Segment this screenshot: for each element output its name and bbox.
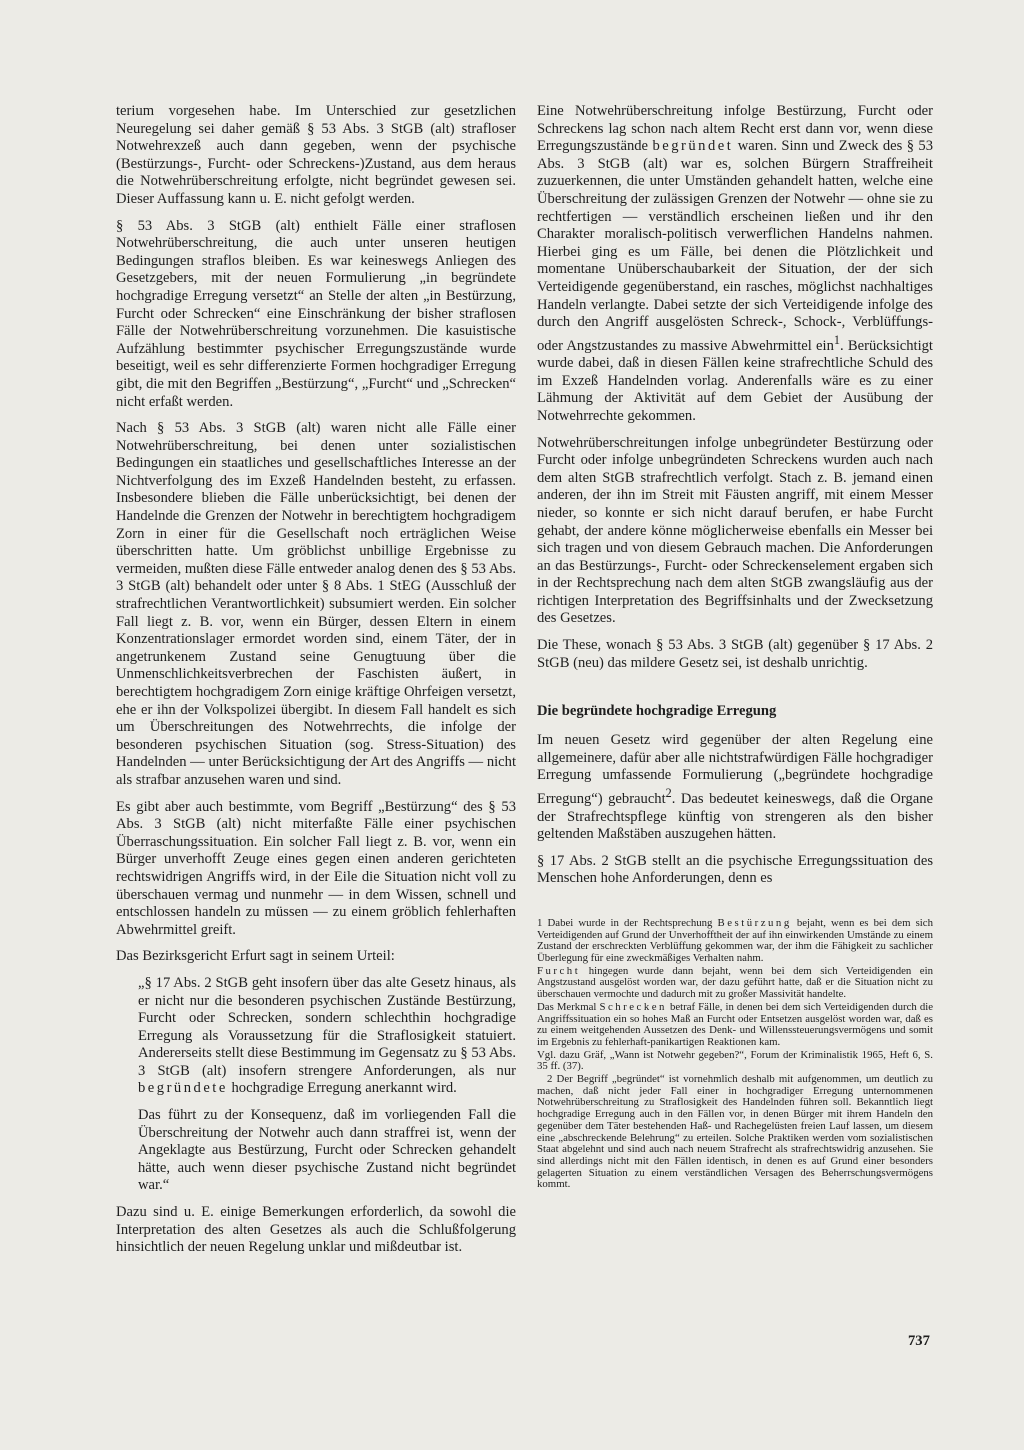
footnote-1-furcht: Furcht hingegen wurde dann bejaht, wenn bei dem sich Verteidigenden ein Angstzustand ausgelöst worden war, der dazu geführt hatte, daß er die Situation nicht zu überschauen vermochte und dadurch mit zu großer Massivität handelte. bbox=[537, 964, 933, 1001]
spaced-emphasis: begründet bbox=[652, 138, 734, 155]
footnote-2: 2 Der Begriff „begründet“ ist vornehmlich deshalb mit aufgenommen, um deutlich zu machen, daß nicht jeder Fall einer in hochgradiger Erregung unternommenen Notwehrüberschreitung zu Straflosigkeit des Handelnden führen soll. Bekanntlich liegt hochgradige Erregung auch in den Fällen vor, in denen Bürger mit ihrem Handeln den gegenüber dem Täter bestehenden Haß- und Rachegelüsten freien Lauf lassen, um diesem eine „abschreckende Belehrung“ zu erteilen. Solche Praktiken werden vom sozialistischen Staat abgelehnt und sind auch nach neuem Strafrecht als strafrechtswidrig anzusehen. Sie sind allerdings nicht mit den Fällen identisch, in denen es auf Grund einer besonders gelagerten Situation zu einem verständlichen Versagen des Beherrschungsvermögens kommt. bbox=[537, 1073, 933, 1191]
right-column bbox=[537, 103, 933, 1192]
paragraph: § 17 Abs. 2 StGB stellt an die psychische Erregungssituation des Menschen hohe Anforderungen, denn es bbox=[537, 852, 933, 887]
footnote-ref: 1 bbox=[833, 332, 840, 347]
footnotes bbox=[537, 918, 933, 1191]
paragraph: § 53 Abs. 3 StGB (alt) enthielt Fälle einer straflosen Notwehrüberschreitung, die auch unter unseren heutigen Bedingungen straflos bleiben. Es war keineswegs Anliegen des Gesetzgebers, mit der neuen Formulierung „in begründete hochgradige Erregung versetzt“ an Stelle der alten „in Bestürzung, Furcht oder Schrecken“ eine Einschränkung der bisher straflosen Fälle der Notwehrüberschreitung vorzunehmen. Die kasuistische Aufzählung bestimmter psychischer Erregungszustände wurde beseitigt, weil es sehr differenzierte Formen hochgradiger Erregung gibt, die mit den Begriffen „Bestürzung“, „Furcht“ und „Schrecken“ nicht erfaßt werden. bbox=[116, 217, 516, 410]
footnote-ref: 2 bbox=[665, 786, 672, 801]
paragraph: Es gibt aber auch bestimmte, vom Begriff „Bestürzung“ des § 53 Abs. 3 StGB (alt) nicht miterfaßte Fälle einer psychischen Überraschungssituation. Ein solcher Fall liegt z. B. vor, wenn ein Bürger unverhofft Zeuge eines gegen einen anderen gerichteten rechtswidrigen Angriffs wird, in der Eile die Situation nicht voll zu überschauen vermag und nunmehr — in dem Wissen, schnell und entschlossen handeln zu müssen — zu einem gröblich fehlerhaften Abwehrmittel greift. bbox=[116, 798, 516, 938]
court-quote: Das führt zu der Konsequenz, daß im vorliegenden Fall die Überschreitung der Notwehr auch dann straffrei ist, wenn der Angeklagte aus Bestürzung, Furcht oder Schrecken gehandelt hätte, auch wenn dieser psychische Zustand nicht begründet war.“ bbox=[138, 1107, 516, 1194]
court-quote: „§ 17 Abs. 2 StGB geht insofern über das alte Gesetz hinaus, als er nicht nur die besonderen psychischen Zustände Bestürzung, Furcht oder Schrecken, sondern schlechthin hochgradige Erregung als Voraussetzung für die Straflosigkeit statuiert. Andererseits stellt diese Bestimmung im Gegensatz zu § 53 Abs. 3 StGB (alt) insofern strengere Anforderungen, als nur begründete hochgradige Erregung anerkannt wird. bbox=[138, 974, 516, 1097]
footnote-1: 1 Dabei wurde in der Rechtsprechung Bestürzung bejaht, wenn es bei dem sich Verteidigenden auf Grund der Unverhofftheit der auf ihn einwirkenden Umstände zu einem Zustand der erschreckten Verblüffung gekommen war, der ihm die Fähigkeit zu sachlicher Überlegung für eine zweckmäßiges Verhalten nahm. bbox=[537, 916, 933, 964]
paragraph: Eine Notwehrüberschreitung infolge Bestürzung, Furcht oder Schreckens lag schon nach altem Recht erst dann vor, wenn diese Erregungszustände begründet waren. Sinn und Zweck des § 53 Abs. 3 StGB (alt) war es, solchen Bürgern Straffreiheit zuzuerkennen, die unter Umständen gehandelt hatten, welche eine Überschreitung der zulässigen Grenzen der Notwehr — ohne sie zu rechtfertigen — verständlich erscheinen ließen und ihr den Charakter moralisch-politisch verwerflichen Handelns nahmen. Hierbei ging es um Fälle, bei denen die Plötzlichkeit und momentane Unüberschaubarkeit der Situation, der der sich Verteidigende gegenüberstand, ein rasches, möglichst nachhaltiges Handeln verlangte. Dabei setzte der sich Verteidigende infolge des durch den Angriff ausgelösten Schreck-, Schock-, Verblüffungs- oder Angstzustandes zu massive Abwehrmittel ein$^1$. Berücksichtigt wurde dabei, daß in diesen Fällen keine strafrechtliche Schuld des im Exzeß Handelnden vorlag. Anderenfalls wäre es zu einer Lähmung der Aktivität auf dem Gebiet der Ausübung der Notwehrrechte gekommen. bbox=[537, 103, 933, 424]
footnote-1-reference: Vgl. dazu Gräf, „Wann ist Notwehr gegeben?“, Forum der Kriminalistik 1965, Heft 6, S. 35 ff. (37). bbox=[537, 1048, 933, 1073]
paragraph: Dazu sind u. E. einige Bemerkungen erforderlich, da sowohl die Interpretation des alten Gesetzes als auch die Schlußfolgerung hinsichtlich der neuen Regelung unklar und mißdeutbar ist. bbox=[116, 1204, 516, 1256]
paragraph: Nach § 53 Abs. 3 StGB (alt) waren nicht alle Fälle einer Notwehrüberschreitung, bei denen unter sozialistischen Bedingungen ein staatliches und gesellschaftliches Interesse an der Nichtverfolgung des im Exzeß Handelnden besteht, zu erfassen. Insbesondere blieben die Fälle unberücksichtigt, bei denen der Handelnde die Grenzen der Notwehr in berechtigtem hochgradigem Zorn in einer für die Gesellschaft noch erträglichen Weise überschritten hatte. Um gröblichst unbillige Ergebnisse zu vermeiden, mußten diese Fälle entweder analog denen des § 53 Abs. 3 StGB (alt) behandelt oder unter § 8 Abs. 1 StEG (Ausschluß der strafrechtlichen Verantwortlichkeit) subsumiert werden. Ein solcher Fall liegt z. B. vor, wenn ein Bürger, dessen Eltern in einem Konzentrationslager ermordet worden sind, einem Täter, der in angetrunkenem Zustand seine Genugtuung über die Unmenschlichkeitsverbrechen der Faschisten äußert, in berechtigtem hochgradigem Zorn einige kräftige Ohrfeigen versetzt, ehe er ihn der Volkspolizei übergibt. In diesem Fall handelt es sich um Überschreitungen des Notwehrrechts, die infolge der besonderen psychischen Situation (sog. Stress-Situation) des Handelnden — unter Berücksichtigung der Art des Angriffs — nicht als strafbar anzusehen waren und sind. bbox=[116, 420, 516, 788]
left-column bbox=[116, 103, 516, 1266]
paragraph: Die These, wonach § 53 Abs. 3 StGB (alt) gegenüber § 17 Abs. 2 StGB (neu) das mildere Gesetz sei, ist deshalb unrichtig. bbox=[537, 637, 933, 671]
paragraph: Das Bezirksgericht Erfurt sagt in seinem Urteil: bbox=[116, 948, 395, 965]
paragraph: terium vorgesehen habe. Im Unterschied zur gesetzlichen Neuregelung sei daher gemäß § 53 Abs. 3 StGB (alt) strafloser Notwehrexzeß auch dann gegeben, wenn der psychische (Bestürzungs-, Furcht- oder Schreckens-)Zustand, aus dem heraus die Notwehrüberschreitung erfolgte, nicht begründet gewesen sei. Dieser Auffassung kann u. E. nicht gefolgt werden. bbox=[116, 103, 516, 207]
paragraph: Notwehrüberschreitungen infolge unbegründeter Bestürzung oder Furcht oder infolge unbegründeten Schreckens wurden auch nach dem alten StGB strafrechtlich verfolgt. Stach z. B. jemand einen anderen, der ihn im Streit mit Fäusten angriff, mit einem Messer nieder, so konnte er sich nicht darauf berufen, er habe Furcht gehabt, der andere könne möglicherweise ebenfalls ein Messer bei sich tragen und von diesem Gebrauch machen. Die Anforderungen an das Bestürzungs-, Furcht- oder Schreckenselement ergaben sich in der Rechtsprechung nach dem alten StGB zwangsläufig aus der richtigen Interpretation des Begriffsinhalts und der Zwecksetzung des Gesetzes. bbox=[537, 434, 933, 627]
footnote-1-schrecken: Das Merkmal Schrecken betraf Fälle, in denen bei dem sich Verteidigenden durch die Angriffssituation ein so hohes Maß an Furcht oder Entsetzen ausgelöst worden war, daß es zu einem weitgehenden Aussetzen des Denk- und Willenssteuerungsvermögens und somit im Ergebnis zu fehlerhaft-panikartigen Reaktionen kam. bbox=[537, 1000, 934, 1048]
paragraph: Im neuen Gesetz wird gegenüber der alten Regelung eine allgemeinere, dafür aber alle nichtstrafwürdigen Fälle hochgradiger Erregung umfassende Formulierung („begründete hochgradige Erregung“) gebraucht$^2$. Das bedeutet keineswegs, daß die Organe der Strafrechtspflege künftig von strengeren als den bisher geltenden Maßstäben auszugehen hätten. bbox=[537, 732, 933, 843]
spaced-emphasis: begründete bbox=[138, 1080, 228, 1097]
section-heading: Die begründete hochgradige Erregung bbox=[537, 703, 777, 720]
page-number: 737 bbox=[908, 1333, 930, 1349]
